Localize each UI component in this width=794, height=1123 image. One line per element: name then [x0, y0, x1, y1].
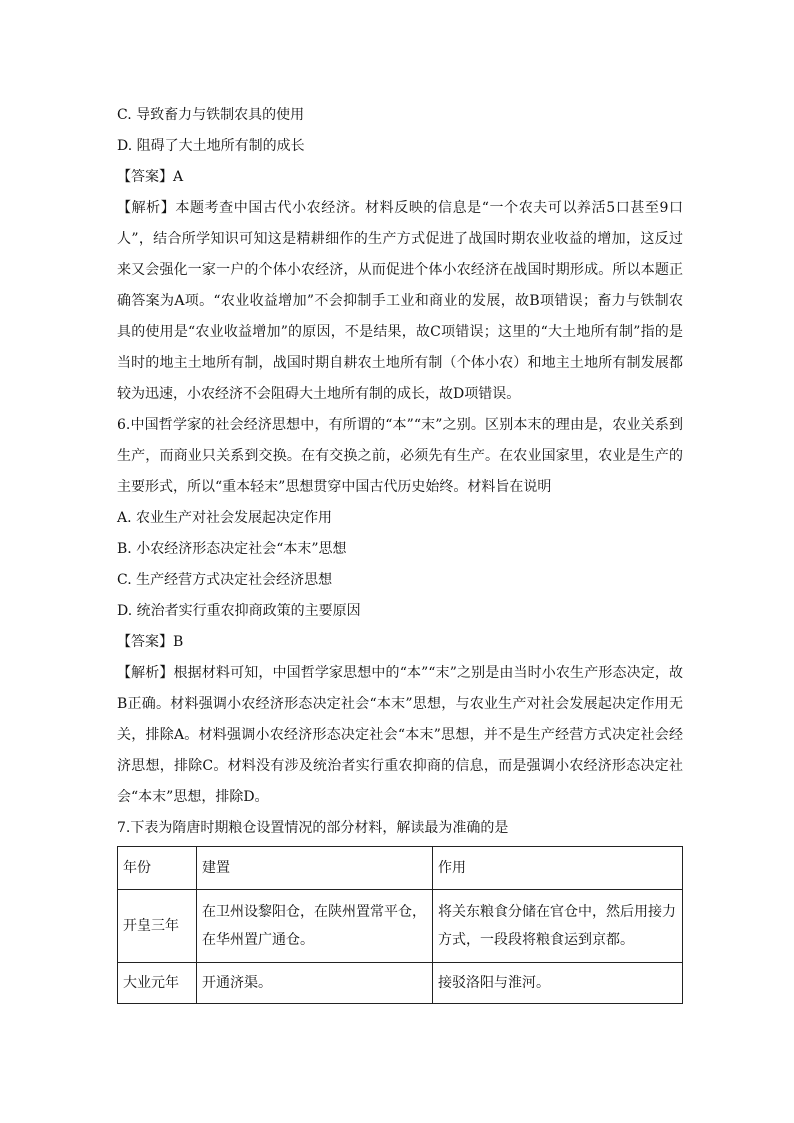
table-cell: 开通济渠。 [197, 963, 433, 1004]
q6-analysis [117, 658, 683, 813]
q5-analysis [117, 193, 683, 410]
q5-analysis-tag: 【解析】 [117, 200, 176, 216]
q6-option-b: B. 小农经济形态决定社会“本末”思想 [117, 541, 347, 557]
q6-option-c: C. 生产经营方式决定社会经济思想 [117, 572, 333, 588]
document-page [117, 100, 683, 1004]
table-cell: 接驳洛阳与淮河。 [433, 963, 683, 1004]
q6-stem: 6.中国哲学家的社会经济思想中，有所谓的“本”“末”之别。区别本末的理由是，农业关系到生产，而商业只关系到交换。在有交换之前，必须先有生产。在农业国家里，农业是生产的主要形式，所以“重本轻末”思想贯穿中国古代历史始终。材料旨在说明 [117, 417, 683, 495]
table-header-row [118, 847, 683, 890]
q6-answer: 【答案】B [117, 634, 184, 650]
q5-option-c: C. 导致畜力与铁制农具的使用 [117, 107, 305, 123]
q6-option-d: D. 统治者实行重农抑商政策的主要原因 [117, 603, 361, 619]
table-cell: 开皇三年 [118, 890, 197, 963]
table-header-cell: 年份 [118, 847, 197, 890]
q6-analysis-tag: 【解析】 [117, 665, 174, 681]
q5-option-d: D. 阻碍了大土地所有制的成长 [117, 138, 305, 154]
table-cell: 大业元年 [118, 963, 197, 1004]
table-header-cell: 建置 [197, 847, 433, 890]
table-row [118, 963, 683, 1004]
q7-stem: 7.下表为隋唐时期粮仓设置情况的部分材料，解读最为准确的是 [117, 820, 509, 836]
table-header-cell: 作用 [433, 847, 683, 890]
table-cell: 在卫州设黎阳仓，在陕州置常平仓，在华州置广通仓。 [197, 890, 433, 963]
q5-analysis-text: 本题考查中国古代小农经济。材料反映的信息是“一个农夫可以养活5口甚至9口人”，结合所学知识可知这是精耕细作的生产方式促进了战国时期农业收益的增加，这反过来又会强化一家一户的个体小农经济，从而促进个体小农经济在战国时期形成。所以本题正确答案为A项。“农业收益增加”不会抑制手工业和商业的发展，故B项错误；畜力与铁制农具的使用是“农业收益增加”的原因，不是结果，故C项错误；这里的“大土地所有制”指的是当时的地主土地所有制，战国时期自耕农土地所有制（个体小农）和地主土地所有制发展都较为迅速，小农经济不会阻碍大土地所有制的成长，故D项错误。 [117, 200, 683, 402]
q6-option-a: A. 农业生产对社会发展起决定作用 [117, 510, 333, 526]
table-cell: 将关东粮食分储在官仓中，然后用接力方式，一段段将粮食运到京都。 [433, 890, 683, 963]
table-row [118, 890, 683, 963]
granary-table [117, 846, 683, 1004]
q6-analysis-text: 根据材料可知，中国哲学家思想中的“本”“末”之别是由当时小农生产形态决定，故B正确。材料强调小农经济形态决定社会“本末”思想，与农业生产对社会发展起决定作用无关，排除A。材料强调小农经济形态决定社会“本末”思想，并不是生产经营方式决定社会经济思想，排除C。材料没有涉及统治者实行重农抑商的信息，而是强调小农经济形态决定社会“本末”思想，排除D。 [117, 665, 683, 805]
q5-answer: 【答案】A [117, 169, 184, 185]
